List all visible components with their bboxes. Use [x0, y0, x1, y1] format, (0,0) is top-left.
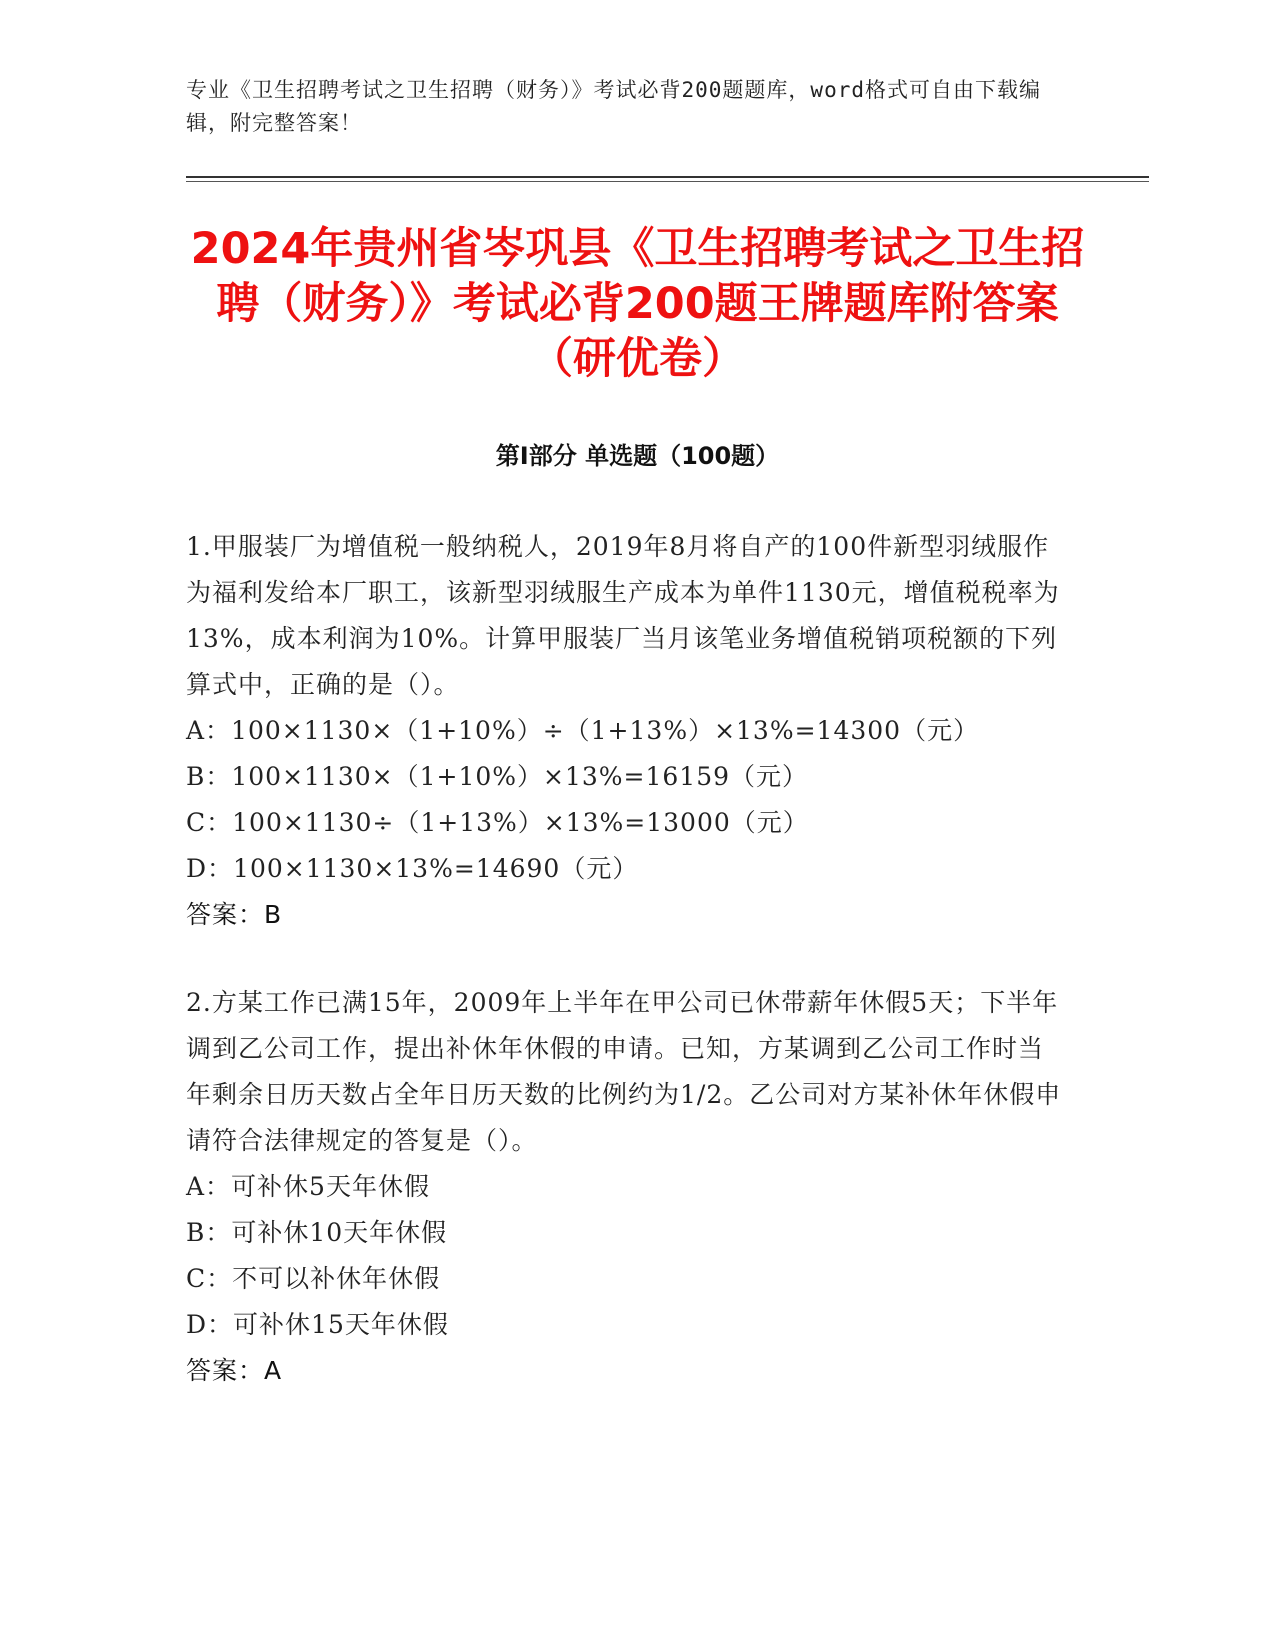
- option-d: D：100×1130×13%=14690（元）: [186, 854, 639, 883]
- question-1: [186, 524, 1066, 938]
- answer: 答案：A: [186, 1356, 283, 1385]
- option-b: B：可补休10天年休假: [186, 1218, 448, 1247]
- option-a: A：可补休5天年休假: [186, 1172, 430, 1201]
- answer: 答案：B: [186, 900, 283, 929]
- question-stem: 2.方某工作已满15年，2009年上半年在甲公司已休带薪年休假5天；下半年调到乙公司工作，提出补休年休假的申请。已知，方某调到乙公司工作时当年剩余日历天数占全年日历天数的比例约为1/2。乙公司对方某补休年休假申请符合法律规定的答复是（）。: [186, 988, 1062, 1155]
- option-a: A：100×1130×（1+10%）÷（1+13%）×13%=14300（元）: [186, 716, 980, 745]
- question-stem: 1.甲服装厂为增值税一般纳税人，2019年8月将自产的100件新型羽绒服作为福利发给本厂职工，该新型羽绒服生产成本为单件1130元，增值税税率为13%，成本利润为10%。计算甲服装厂当月该笔业务增值税销项税额的下列算式中，正确的是（）。: [186, 532, 1060, 699]
- option-b: B：100×1130×（1+10%）×13%=16159（元）: [186, 762, 809, 791]
- option-d: D：可补休15天年休假: [186, 1310, 449, 1339]
- question-2: [186, 980, 1066, 1394]
- header-divider: [186, 176, 1149, 178]
- header-divider-thin: [186, 181, 1149, 182]
- option-c: C：100×1130÷（1+13%）×13%=13000（元）: [186, 808, 809, 837]
- header-note: 专业《卫生招聘考试之卫生招聘（财务）》考试必背200题题库，word格式可自由下载编辑，附完整答案！: [186, 78, 1041, 135]
- option-c: C：不可以补休年休假: [186, 1264, 441, 1293]
- section-title: 第Ⅰ部分 单选题（100题）: [495, 442, 780, 470]
- document-title: 2024年贵州省岑巩县《卫生招聘考试之卫生招聘（财务）》考试必背200题王牌题库附答案（研优卷）: [190, 224, 1085, 384]
